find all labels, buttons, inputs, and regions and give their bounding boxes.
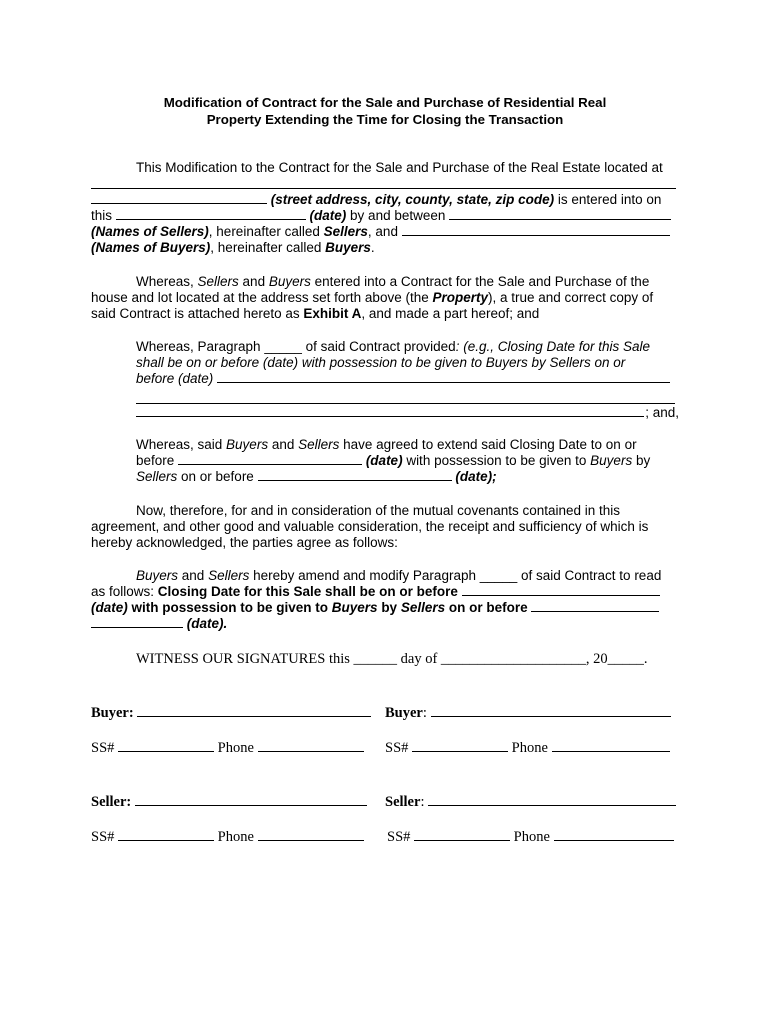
buyer-1-signature-blank[interactable] <box>137 705 371 717</box>
seller-1-ss-blank[interactable] <box>118 829 214 841</box>
new-closing-date-blank[interactable] <box>178 453 362 465</box>
whereas2-line-2: shall be on or before (date) with possession to be given to Buyers by Sellers on or <box>136 355 626 370</box>
address-blank-line <box>91 188 676 189</box>
amended-possession-date-blank[interactable] <box>531 600 659 612</box>
whereas3-line-2: before (date) with possession to be given to Buyers by <box>136 453 651 468</box>
amend-line-2: as follows: Closing Date for this Sale shall be on or before <box>91 584 679 600</box>
seller-signature-2: Seller: <box>385 793 685 811</box>
buyer-signature-2: Buyer: <box>385 704 685 722</box>
now-line-1: Now, therefore, for and in consideration of the mutual covenants contained in this <box>136 503 621 518</box>
street-hint: (street address, city, county, state, zip code) <box>270 192 555 207</box>
before-date-blank[interactable] <box>217 371 670 383</box>
whereas2-line-1: Whereas, Paragraph _____ of said Contract provided: (e.g., Closing Date for this Sale <box>136 339 651 354</box>
title-line-1: Modification of Contract for the Sale and Purchase of Residential Real <box>163 95 607 110</box>
now-line-3: hereby acknowledged, the parties agree as follows: <box>91 535 398 550</box>
buyer-signature-1: Buyer: <box>91 704 381 722</box>
witness-line: WITNESS OUR SIGNATURES this ______ day of ____________________, 20_____. <box>136 651 648 667</box>
address-blank[interactable] <box>91 192 267 204</box>
seller-1-ss-phone: SS# Phone <box>91 828 381 846</box>
now-line-2: agreement, and other good and valuable consideration, the receipt and sufficiency of which is <box>91 519 649 534</box>
amended-closing-date-blank[interactable] <box>462 584 660 596</box>
intro-line-2: (street address, city, county, state, zip code) is entered into on <box>91 192 679 208</box>
whereas1-line-3: said Contract is attached hereto as Exhibit A, and made a part hereof; and <box>91 306 540 321</box>
whereas1-line-1: Whereas, Sellers and Buyers entered into a Contract for the Sale and Purchase of the <box>136 274 650 289</box>
intro-line-4: (Names of Sellers), hereinafter called Sellers, and <box>91 224 679 240</box>
amend-line-4: (date). <box>91 616 679 632</box>
intro-line-5: (Names of Buyers), hereinafter called Buyers. <box>91 240 375 255</box>
seller-2-signature-blank[interactable] <box>428 794 676 806</box>
buyers-names-blank[interactable] <box>402 224 670 236</box>
provision-blank-2[interactable] <box>136 405 644 417</box>
seller-2-ss-phone: SS# Phone <box>387 828 687 846</box>
buyer-2-signature-blank[interactable] <box>431 705 671 717</box>
buyer-1-phone-blank[interactable] <box>258 740 364 752</box>
whereas1-line-2: house and lot located at the address set forth above (the Property), a true and correct copy of <box>91 290 654 305</box>
sellers-names-blank[interactable] <box>449 208 671 220</box>
amend-line-3: (date) with possession to be given to Buyers by Sellers on or before <box>91 600 679 616</box>
buyer-1-ss-phone: SS# Phone <box>91 739 381 757</box>
date-blank[interactable] <box>116 208 306 220</box>
provision-blank-line[interactable] <box>136 403 675 404</box>
seller-1-signature-blank[interactable] <box>135 794 367 806</box>
whereas3-line-1: Whereas, said Buyers and Sellers have agreed to extend said Closing Date to on or <box>136 437 637 452</box>
document-title <box>91 94 679 128</box>
seller-signature-1: Seller: <box>91 793 381 811</box>
intro-line-1: This Modification to the Contract for the Sale and Purchase of the Real Estate located at <box>136 160 663 175</box>
whereas2-line-5: ; and, <box>136 405 679 421</box>
buyer-1-ss-blank[interactable] <box>118 740 214 752</box>
seller-1-phone-blank[interactable] <box>258 829 364 841</box>
title-line-2: Property Extending the Time for Closing the Transaction <box>206 112 564 127</box>
buyer-2-ss-phone: SS# Phone <box>385 739 685 757</box>
buyer-2-phone-blank[interactable] <box>552 740 670 752</box>
whereas3-line-3: Sellers on or before (date); <box>136 469 497 484</box>
amend-line-1: Buyers and Sellers hereby amend and modify Paragraph _____ of said Contract to read <box>136 568 662 583</box>
seller-2-phone-blank[interactable] <box>554 829 674 841</box>
amended-possession-date-blank-2[interactable] <box>91 616 183 628</box>
intro-line-3: this (date) by and between <box>91 208 679 224</box>
whereas2-line-3: before (date) <box>136 371 679 387</box>
possession-date-blank[interactable] <box>258 469 452 481</box>
seller-2-ss-blank[interactable] <box>414 829 510 841</box>
buyer-2-ss-blank[interactable] <box>412 740 508 752</box>
